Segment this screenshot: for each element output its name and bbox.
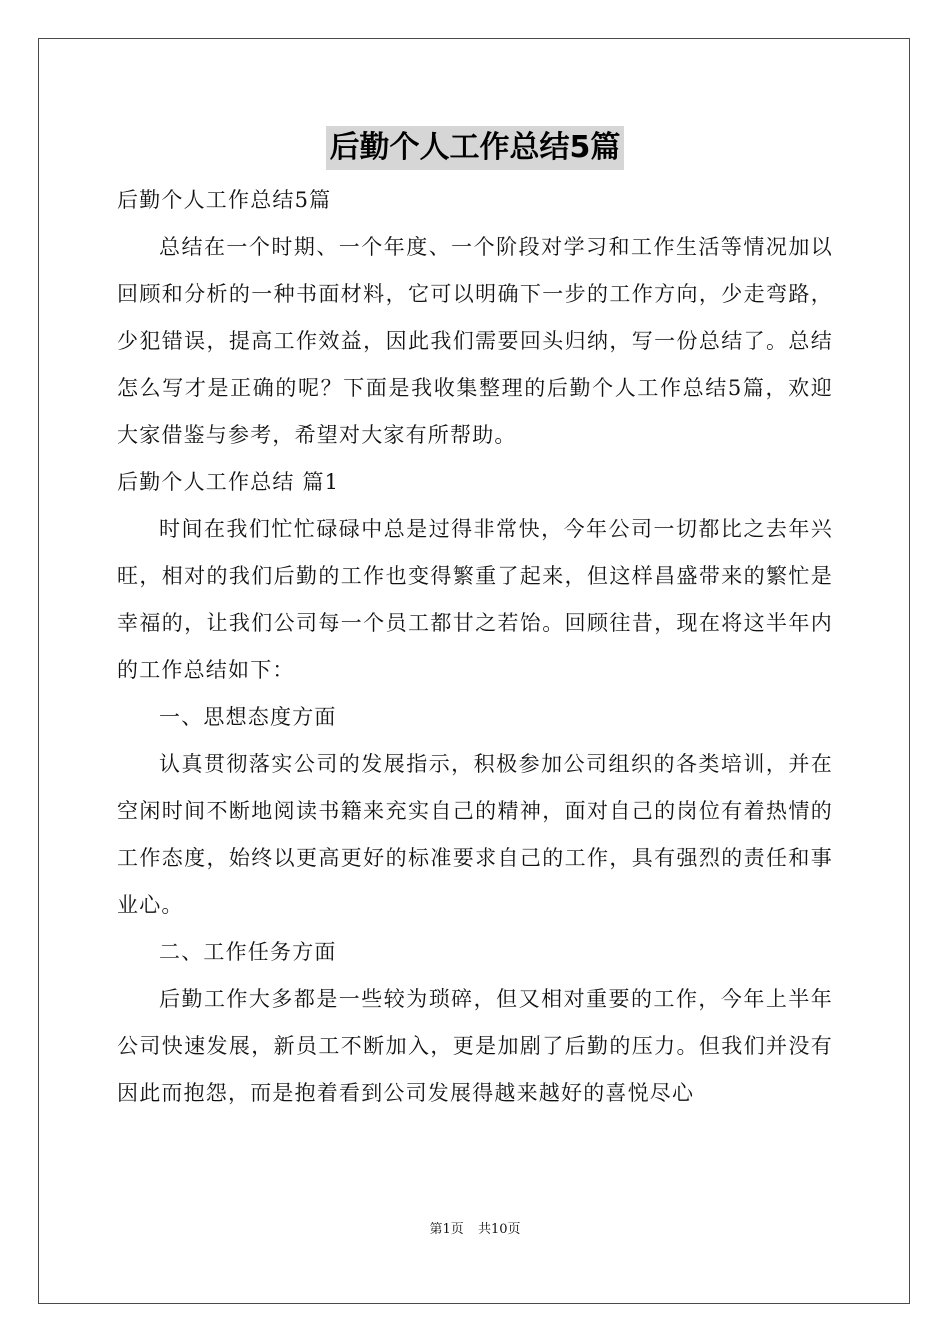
page-number: 第1页 bbox=[429, 1222, 464, 1237]
document-subtitle: 后勤个人工作总结5篇 bbox=[117, 188, 332, 212]
title-container bbox=[0, 126, 950, 170]
page-total: 共10页 bbox=[477, 1222, 521, 1237]
section-paragraph-2: 认真贯彻落实公司的发展指示，积极参加公司组织的各类培训，并在空闲时间不断地阅读书籍来充实自己的精神，面对自己的岗位有着热情的工作态度，始终以更高更好的标准要求自己的工作，具有强烈的责任和事业心。 bbox=[117, 752, 833, 917]
section-heading: 后勤个人工作总结 篇1 bbox=[117, 470, 340, 494]
document-title: 后勤个人工作总结5篇 bbox=[326, 126, 625, 170]
subheading-thought-attitude: 一、思想态度方面 bbox=[159, 705, 337, 729]
section-paragraph-1: 时间在我们忙忙碌碌中总是过得非常快，今年公司一切都比之去年兴旺，相对的我们后勤的工作也变得繁重了起来，但这样昌盛带来的繁忙是幸福的，让我们公司每一个员工都甘之若饴。回顾往昔，现在将这半年内的工作总结如下： bbox=[117, 517, 833, 682]
intro-paragraph: 总结在一个时期、一个年度、一个阶段对学习和工作生活等情况加以回顾和分析的一种书面材料，它可以明确下一步的工作方向，少走弯路，少犯错误，提高工作效益，因此我们需要回头归纳，写一份总结了。总结怎么写才是正确的呢？下面是我收集整理的后勤个人工作总结5篇，欢迎大家借鉴与参考，希望对大家有所帮助。 bbox=[117, 235, 833, 447]
subheading-work-tasks: 二、工作任务方面 bbox=[159, 940, 337, 964]
section-paragraph-3: 后勤工作大多都是一些较为琐碎，但又相对重要的工作，今年上半年公司快速发展，新员工不断加入，更是加剧了后勤的压力。但我们并没有因此而抱怨，而是抱着看到公司发展得越来越好的喜悦尽心 bbox=[117, 987, 833, 1105]
document-body bbox=[117, 177, 833, 1117]
page-footer bbox=[0, 1218, 950, 1237]
